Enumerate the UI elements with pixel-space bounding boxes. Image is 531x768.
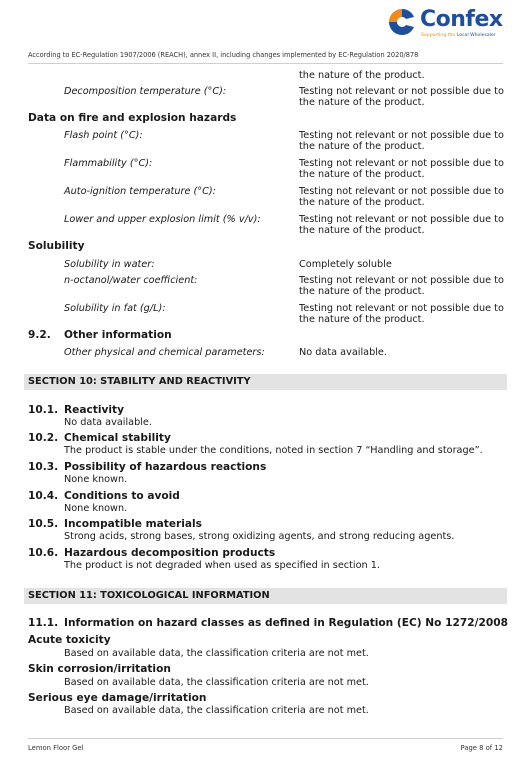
section-10-5-number: 10.5. [28,518,59,530]
section-10-3-text: None known. [64,474,128,485]
section-10-2-text: The product is stable under the conditions, noted in section 7 “Handling and storage”. [64,445,483,456]
section-10-4-number: 10.4. [28,490,59,502]
other-info-heading: Other information [64,329,172,341]
decomposition-value-1: Testing not relevant or not possible due to [299,86,504,97]
decomposition-value-2: the nature of the product. [299,97,425,108]
section-10-1-heading: Reactivity [64,404,124,416]
section-11-1-heading: Information on hazard classes as defined in Regulation (EC) No 1272/2008 [64,617,508,629]
section-10-6-text: The product is not degraded when used as specified in section 1. [64,560,380,571]
section-10-6-number: 10.6. [28,547,59,559]
octanol-label: n-octanol/water coefficient: [64,275,198,286]
explosion-limit-label: Lower and upper explosion limit (% v/v): [64,214,261,225]
footer-page-number: Page 8 of 12 [460,744,503,752]
water-solubility-value: Completely soluble [299,259,392,270]
explosion-limit-value-1: Testing not relevant or not possible due to [299,214,504,225]
autoignition-value-2: the nature of the product. [299,197,425,208]
flash-point-value-2: the nature of the product. [299,141,425,152]
section-10-header [24,374,507,390]
octanol-value-1: Testing not relevant or not possible due to [299,275,504,286]
section-10-4-heading: Conditions to avoid [64,490,180,502]
section-10-3-heading: Possibility of hazardous reactions [64,461,267,473]
flammability-value-2: the nature of the product. [299,169,425,180]
section-10-2-heading: Chemical stability [64,432,171,444]
section-10-5-heading: Incompatible materials [64,518,202,530]
footer-divider [28,738,503,739]
skin-corrosion-heading: Skin corrosion/irritation [28,663,171,675]
eye-damage-heading: Serious eye damage/irritation [28,692,207,704]
regulation-note: According to EC-Regulation 1907/2006 (REACH), annex II, including changes implemented by EC-Regulation 2020/878 [28,51,419,59]
fire-heading: Data on fire and explosion hazards [28,112,237,124]
flammability-label: Flammability (°C): [64,158,153,169]
confex-logo [387,6,507,42]
section-11-1-number: 11.1. [28,617,59,629]
section-11-title: SECTION 11: TOXICOLOGICAL INFORMATION [28,590,270,601]
section-10-title: SECTION 10: STABILITY AND REACTIVITY [28,376,251,387]
explosion-limit-value-2: the nature of the product. [299,225,425,236]
flash-point-value-1: Testing not relevant or not possible due to [299,130,504,141]
section-10-1-text: No data available. [64,417,152,428]
section-10-1-number: 10.1. [28,404,59,416]
section-10-2-number: 10.2. [28,432,59,444]
fat-solubility-value-2: the nature of the product. [299,314,425,325]
section-11-header [24,588,507,604]
section-10-4-text: None known. [64,503,128,514]
section-10-6-heading: Hazardous decomposition products [64,547,276,559]
flash-point-label: Flash point (°C): [64,130,143,141]
autoignition-label: Auto-ignition temperature (°C): [64,186,216,197]
prev-value-tail: the nature of the product. [299,70,425,81]
flammability-value-1: Testing not relevant or not possible due to [299,158,504,169]
eye-damage-text: Based on available data, the classification criteria are not met. [64,705,369,716]
section-10-3-number: 10.3. [28,461,59,473]
skin-corrosion-text: Based on available data, the classification criteria are not met. [64,677,369,688]
fat-solubility-label: Solubility in fat (g/L): [64,303,166,314]
footer-product-name: Lemon Floor Gel [28,744,84,752]
water-solubility-label: Solubility in water: [64,259,155,270]
section-10-5-text: Strong acids, strong bases, strong oxidizing agents, and strong reducing agents. [64,531,455,542]
logo-tagline: Supporting the Local Wholesaler [421,33,496,38]
decomposition-label: Decomposition temperature (°C): [64,86,227,97]
autoignition-value-1: Testing not relevant or not possible due to [299,186,504,197]
acute-toxicity-text: Based on available data, the classification criteria are not met. [64,648,369,659]
logo-wordmark: Confex [420,7,503,32]
fat-solubility-value-1: Testing not relevant or not possible due to [299,303,504,314]
other-params-value: No data available. [299,347,387,358]
confex-c-mark-icon [387,7,417,37]
other-params-label: Other physical and chemical parameters: [64,347,265,358]
acute-toxicity-heading: Acute toxicity [28,634,111,646]
header-divider [28,63,503,64]
other-info-number: 9.2. [28,329,51,341]
solubility-heading: Solubility [28,240,85,252]
octanol-value-2: the nature of the product. [299,286,425,297]
